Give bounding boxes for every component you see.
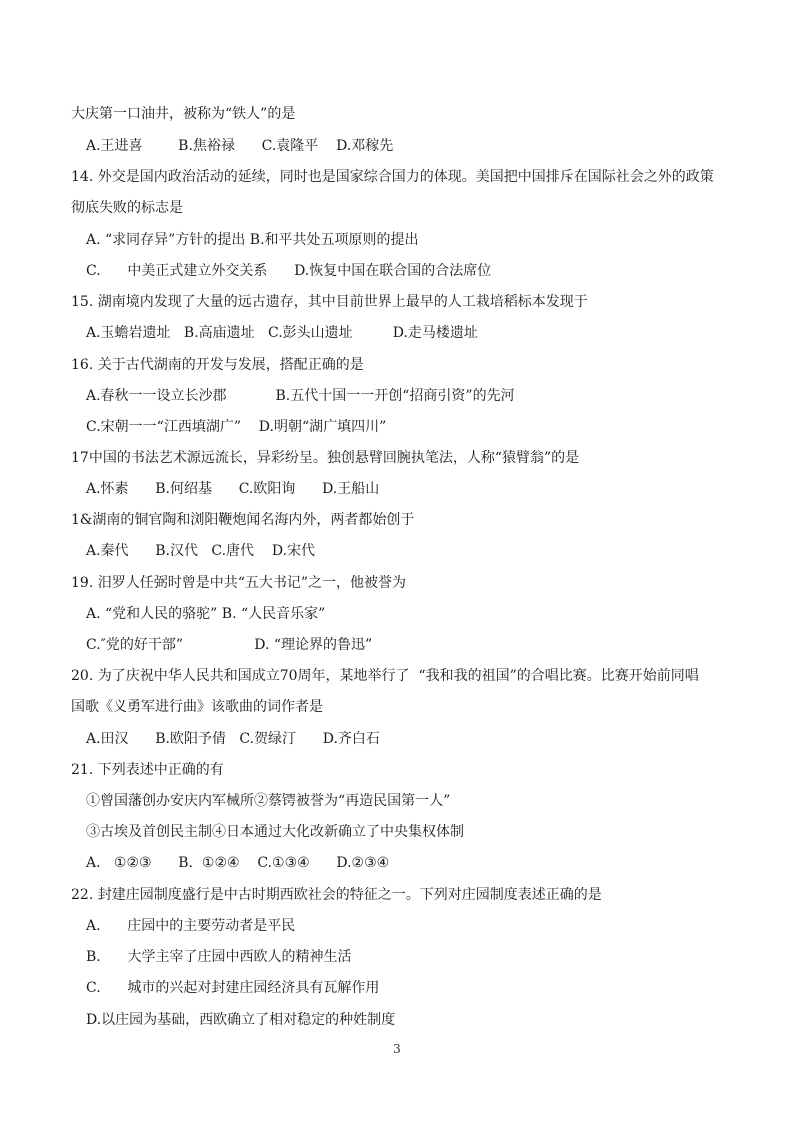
answer-option-line: A.怀素 B.何绍基 C.欧阳询 D.王船山 bbox=[86, 481, 380, 497]
answer-option-line: C.″党的好干部” D. “理论界的鲁迅” bbox=[86, 637, 373, 653]
question-text-line: 国歌《义勇军进行曲》该歌曲的词作者是 bbox=[71, 699, 323, 715]
answer-option-line: B. 大学主宰了庄园中西欧人的精神生活 bbox=[86, 949, 352, 965]
question-text-line: 1&湖南的铜官陶和浏阳鞭炮闻名海内外，两者都始创于 bbox=[71, 512, 415, 528]
answer-option-line: A.王进喜 B.焦裕禄 C.袁隆平 D.邓稼先 bbox=[86, 138, 394, 154]
page-number: 3 bbox=[393, 1042, 401, 1056]
answer-option-line: ①曾国藩创办安庆内军械所②蔡锷被誉为“再造民国第一人” bbox=[86, 793, 451, 809]
answer-option-line: A. 庄园中的主要劳动者是平民 bbox=[86, 918, 296, 934]
question-text-line: 20. 为了庆祝中华人民共和国成立70周年，某地举行了 “我和我的祖国”的合唱比赛。比赛开始前同唱 bbox=[71, 668, 699, 684]
answer-option-line: A. “求同存异”方针的提出 B.和平共处五项原则的提出 bbox=[86, 232, 419, 248]
question-text-line: 22. 封建庄园制度盛行是中古时期西欧社会的特征之一。下列对庄园制度表述正确的是 bbox=[71, 887, 602, 903]
question-text-line: 彻底失败的标志是 bbox=[71, 200, 183, 216]
question-text-line: 16. 关于古代湖南的开发与发展，搭配正确的是 bbox=[71, 357, 364, 373]
answer-option-line: A. ①②③ B. ①②④ C.①③④ D.②③④ bbox=[86, 855, 390, 871]
answer-option-line: C. 城市的兴起对封建庄园经济具有瓦解作用 bbox=[86, 980, 380, 996]
answer-option-line: D.以庄园为基础，西欧确立了相对稳定的种姓制度 bbox=[86, 1012, 396, 1028]
answer-option-line: C. 中美正式建立外交关系 D.恢复中国在联合国的合法席位 bbox=[86, 263, 492, 279]
question-text-line: 大庆第一口油井，被称为“铁人”的是 bbox=[71, 106, 296, 122]
question-text-line: 19. 汨罗人任弼时曾是中共“五大书记”之一，他被誉为 bbox=[71, 575, 407, 591]
answer-option-line: A.田汉 B.欧阳予倩 C.贺绿汀 D.齐白石 bbox=[86, 731, 380, 747]
question-text-line: 15. 湖南境内发现了大量的远古遗存，其中目前世界上最早的人工栽培稻标本发现于 bbox=[71, 294, 588, 310]
answer-option-line: A. “党和人民的骆驼” B. “人民音乐家” bbox=[86, 606, 326, 622]
answer-option-line: A.玉蟾岩遗址 B.高庙遗址 C.彭头山遗址 D.走马楼遗址 bbox=[86, 325, 478, 341]
answer-option-line: C.宋朝一一“江西填湖广” D.明朝“湖广填四川” bbox=[86, 419, 387, 435]
question-text-line: 14. 外交是国内政治活动的延续，同时也是国家综合国力的体现。美国把中国排斥在国际社会之外的政策 bbox=[71, 169, 714, 185]
answer-option-line: ③古埃及首创民主制④日本通过大化改新确立了中央集权体制 bbox=[86, 824, 464, 840]
question-text-line: 17中国的书法艺术源远流长，异彩纷呈。独创悬臂回腕执笔法，人称“猿臂翁”的是 bbox=[71, 450, 580, 466]
question-text-line: 21. 下列表述中正确的有 bbox=[71, 762, 224, 778]
answer-option-line: A.秦代 B.汉代 C.唐代 D.宋代 bbox=[86, 543, 315, 559]
answer-option-line: A.春秋一一设立长沙郡 B.五代十国一一开创“招商引资”的先河 bbox=[86, 388, 515, 404]
